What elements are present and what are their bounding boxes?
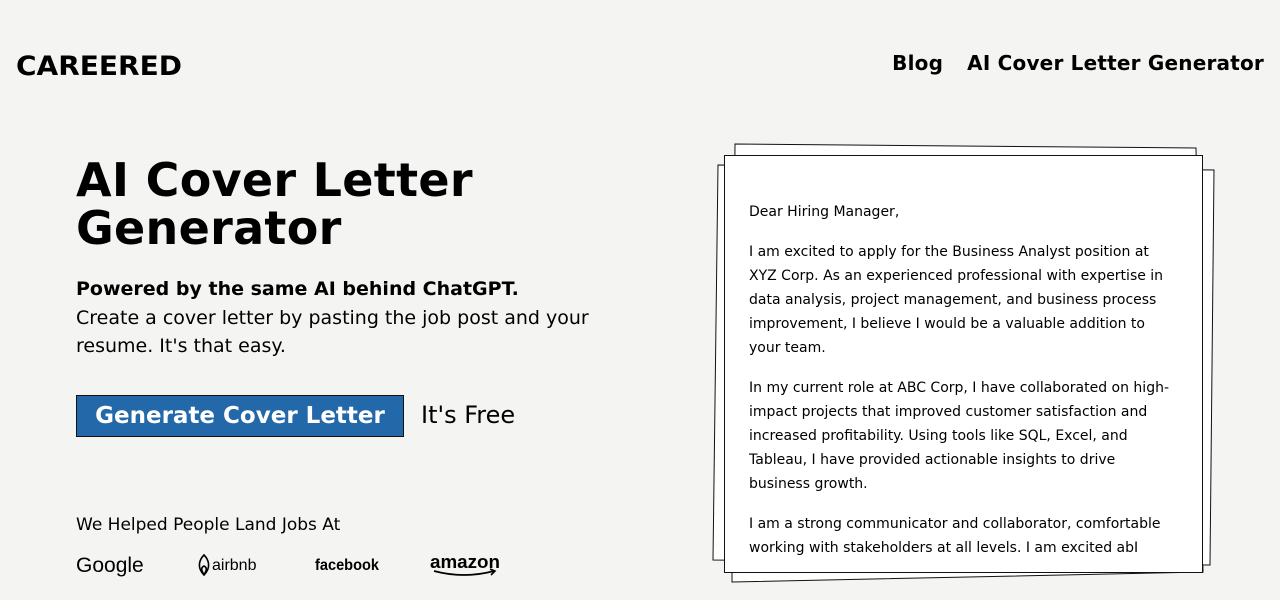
airbnb-logo bbox=[199, 555, 256, 575]
hero-subtitle: Create a cover letter by pasting the job post and your resume. It's that easy. bbox=[76, 307, 589, 357]
airbnb-icon bbox=[199, 555, 208, 575]
svg-text:amazon: amazon bbox=[430, 552, 500, 572]
free-note: It's Free bbox=[421, 401, 516, 429]
google-logo bbox=[76, 554, 144, 577]
top-nav bbox=[892, 51, 1264, 75]
cover-letter-sheet bbox=[724, 155, 1203, 573]
facebook-logo bbox=[315, 557, 379, 574]
svg-text:facebook: facebook bbox=[315, 557, 380, 574]
page-title: AI Cover Letter Generator bbox=[76, 153, 473, 255]
logo-text: CAREERED bbox=[16, 51, 182, 82]
hero-subtitle-strong: Powered by the same AI behind ChatGPT. bbox=[76, 278, 519, 300]
nav-link-cover-letter-generator[interactable]: AI Cover Letter Generator bbox=[967, 51, 1264, 75]
letter-paragraph: I am excited to apply for the Business Analyst position at XYZ Corp. As an experienced professional with expertise in data analysis, project management, and business process improvement, I believe I would be a valuable addition to your team. bbox=[749, 244, 1164, 356]
svg-text:airbnb: airbnb bbox=[212, 557, 257, 574]
brand-logos bbox=[76, 549, 516, 581]
social-proof-heading: We Helped People Land Jobs At bbox=[76, 515, 341, 535]
generate-cover-letter-button[interactable]: Generate Cover Letter bbox=[76, 395, 404, 437]
letter-paragraph: I am a strong communicator and collaborator, comfortable working with stakeholders at all levels. I am excited abI bbox=[749, 516, 1161, 556]
cover-letter-preview bbox=[710, 140, 1220, 590]
amazon-logo bbox=[430, 552, 500, 575]
logo[interactable] bbox=[16, 50, 186, 80]
nav-link-blog[interactable]: Blog bbox=[892, 51, 944, 75]
letter-paragraph: In my current role at ABC Corp, I have collaborated on high-impact projects that improved customer satisfaction and increased profitability. Using tools like SQL, Excel, and Tableau, I have provided actionable insights to drive business growth. bbox=[749, 380, 1169, 492]
letter-greeting: Dear Hiring Manager, bbox=[749, 204, 900, 220]
svg-text:Google: Google bbox=[76, 554, 144, 577]
